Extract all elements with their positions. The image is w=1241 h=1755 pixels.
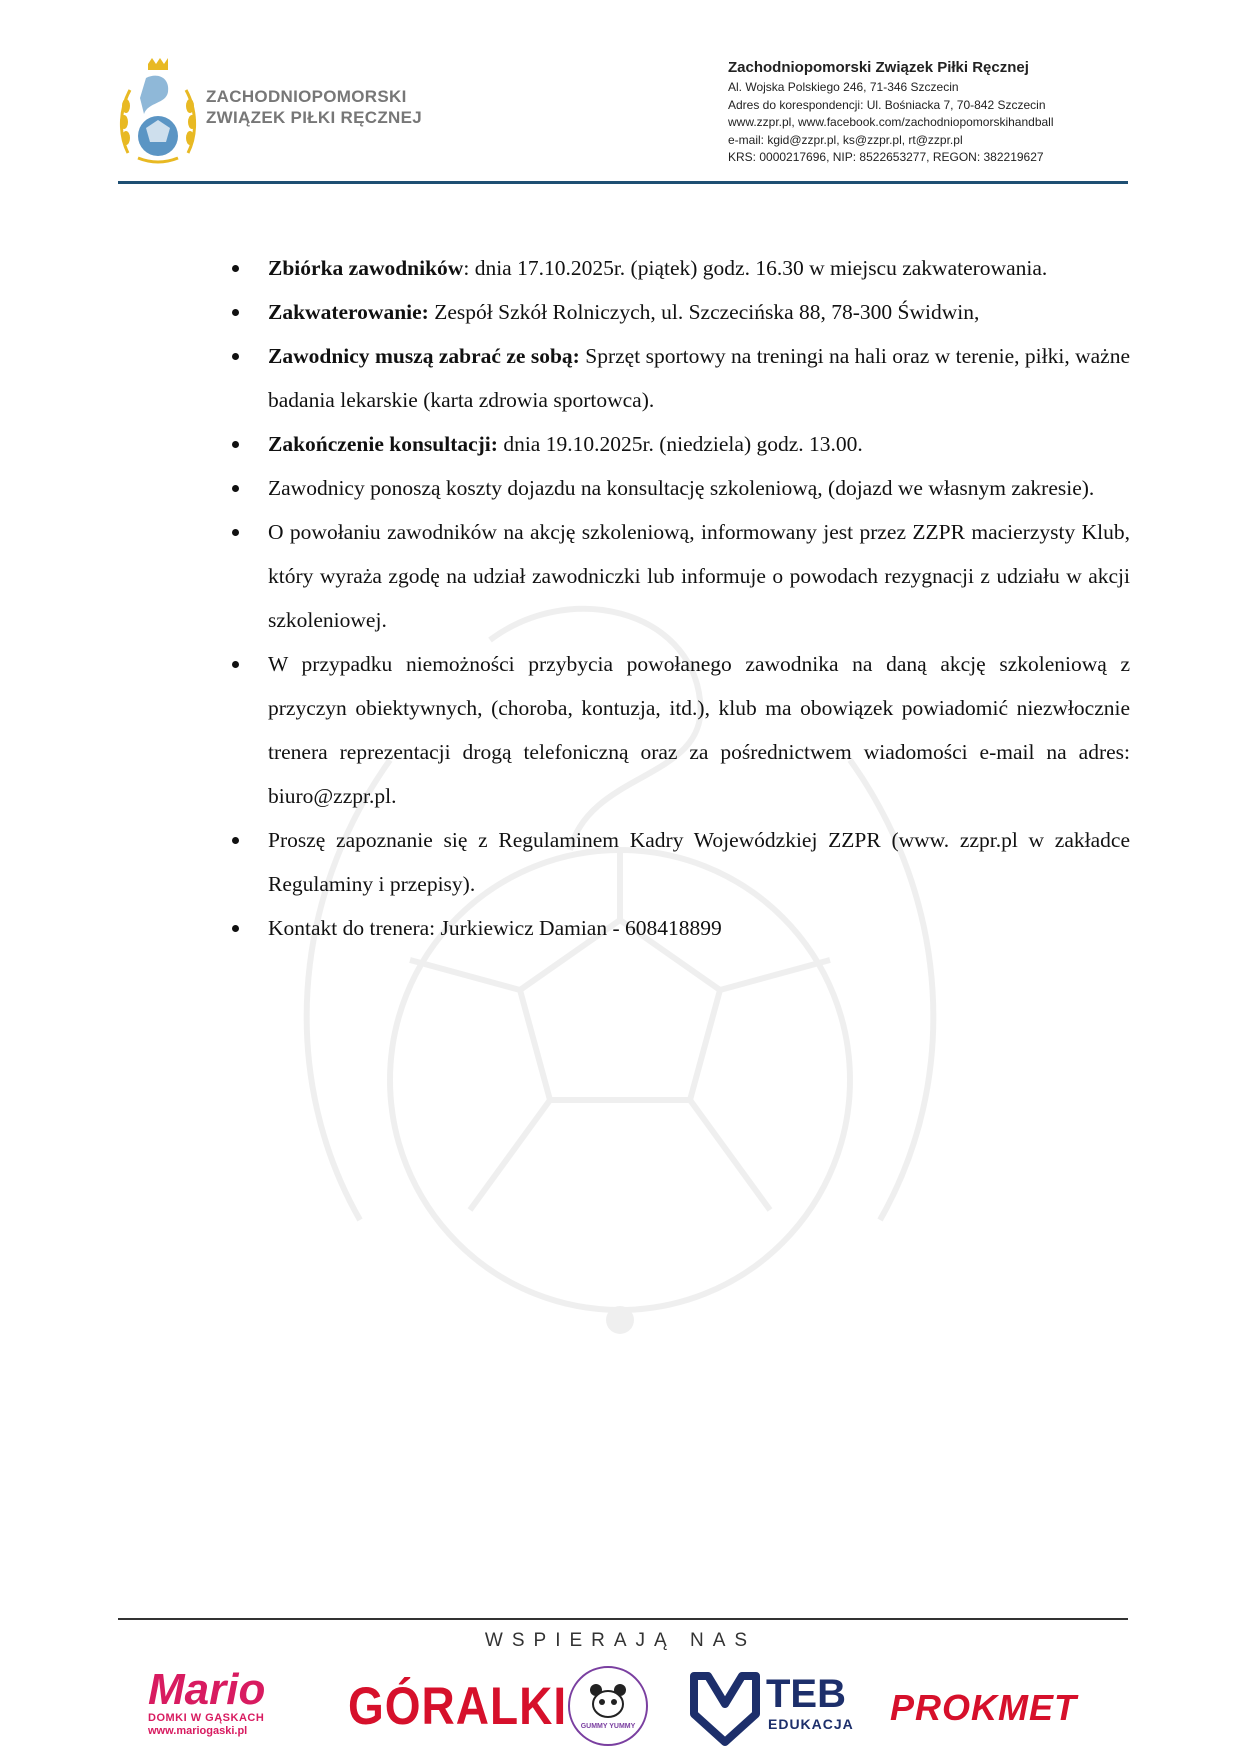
item-text: Zawodnicy ponoszą koszty dojazdu na konsultację szkoleniową, (dojazd we własnym zakresie). [268,476,1095,500]
item-text: W przypadku niemożności przybycia powołanego zawodnika na daną akcję szkoleniową z przyczyn obiektywnych, (choroba, kontuzja, itd.), klub ma obowiązek powiadomić niezwłocznie trenera reprezentacji drogą telefoniczną oraz za pośrednictwem wiadomości e-mail na adres: biuro@zzpr.pl. [268,652,1130,808]
mario-tagline: DOMKI W GĄSKACH [148,1712,265,1724]
item-text: O powołaniu zawodników na akcję szkoleniową, informowany jest przez ZZPR macierzysty Klub, który wyraża zgodę na udział zawodniczki lub informuje o powodach rezygnacji z udziału w akcji szkoleniowej. [268,520,1130,632]
sponsor-goralki-logo: GÓRALKI [348,1675,568,1736]
contact-block [728,58,1128,167]
contact-title: Zachodniopomorski Związek Piłki Ręcznej [728,59,1029,76]
item-text: : dnia 17.10.2025r. (piątek) godz. 16.30 w miejscu zakwaterowania. [463,256,1048,280]
item-text: Zespół Szkół Rolniczych, ul. Szczecińska 88, 78-300 Świdwin, [428,300,980,324]
contact-email: e-mail: kgid@zzpr.pl, ks@zzpr.pl, rt@zzpr.pl [728,132,963,147]
teb-name: TEB [766,1672,846,1716]
list-item [232,466,1130,510]
contact-correspondence: Adres do korespondencji: Ul. Bośniacka 7, 70-842 Szczecin [728,97,1046,112]
item-bold-label: Zakończenie konsultacji: [268,432,498,456]
list-item [232,906,1130,950]
list-item [232,642,1130,818]
contact-web: www.zzpr.pl, www.facebook.com/zachodniopomorskihandball [728,115,1054,129]
mario-url: www.mariogaski.pl [148,1725,248,1737]
organization-name [206,86,466,128]
mario-name: Mario [148,1665,266,1714]
item-bold-label: Zbiórka zawodników [268,256,464,280]
list-item [232,290,1130,334]
letterhead [118,48,1128,178]
sponsor-prokmet-logo: PROKMET [890,1687,1077,1728]
list-item [232,818,1130,906]
teb-tagline: EDUKACJA [768,1716,854,1732]
item-bold-label: Zakwaterowanie: [268,300,429,324]
griffin-crest-logo-icon [118,58,198,168]
list-item [232,334,1130,422]
teb-shield-icon [690,1670,760,1746]
org-name-line-2: ZWIĄZEK PIŁKI RĘCZNEJ [206,108,422,127]
contact-registry: KRS: 0000217696, NIP: 8522653277, REGON: 382219627 [728,150,1044,164]
list-item [232,510,1130,642]
list-item [232,246,1130,290]
sponsor-mario-logo [148,1665,318,1748]
item-text: Proszę zapoznanie się z Regulaminem Kadry Wojewódzkiej ZZPR (www. zzpr.pl w zakładce Regulaminy i przepisy). [268,828,1130,896]
gummy-name: GUMMY YUMMY [580,1723,636,1730]
item-text: dnia 19.10.2025r. (niedziela) godz. 13.00. [497,432,863,456]
footer-divider [118,1618,1128,1620]
info-list [232,246,1130,950]
list-item [232,422,1130,466]
contact-address: Al. Wojska Polskiego 246, 71-346 Szczecin [728,80,959,94]
item-text: Kontakt do trenera: Jurkiewicz Damian - 608418899 [268,916,722,940]
item-bold-label: Zawodnicy muszą zabrać ze sobą: [268,344,580,368]
sponsor-teb-logo [690,1668,860,1748]
org-name-line-1: ZACHODNIOPOMORSKI [206,87,407,106]
header-divider [118,181,1128,184]
document-body [232,246,1130,950]
sponsors-title: WSPIERAJĄ NAS [484,1630,757,1651]
item-text: Sprzęt sportowy na treningi na hali oraz w terenie, piłki, ważne badania lekarskie (karta zdrowia sportowca). [268,344,1130,412]
sponsor-gummy-yummy-logo-icon [566,1664,650,1748]
